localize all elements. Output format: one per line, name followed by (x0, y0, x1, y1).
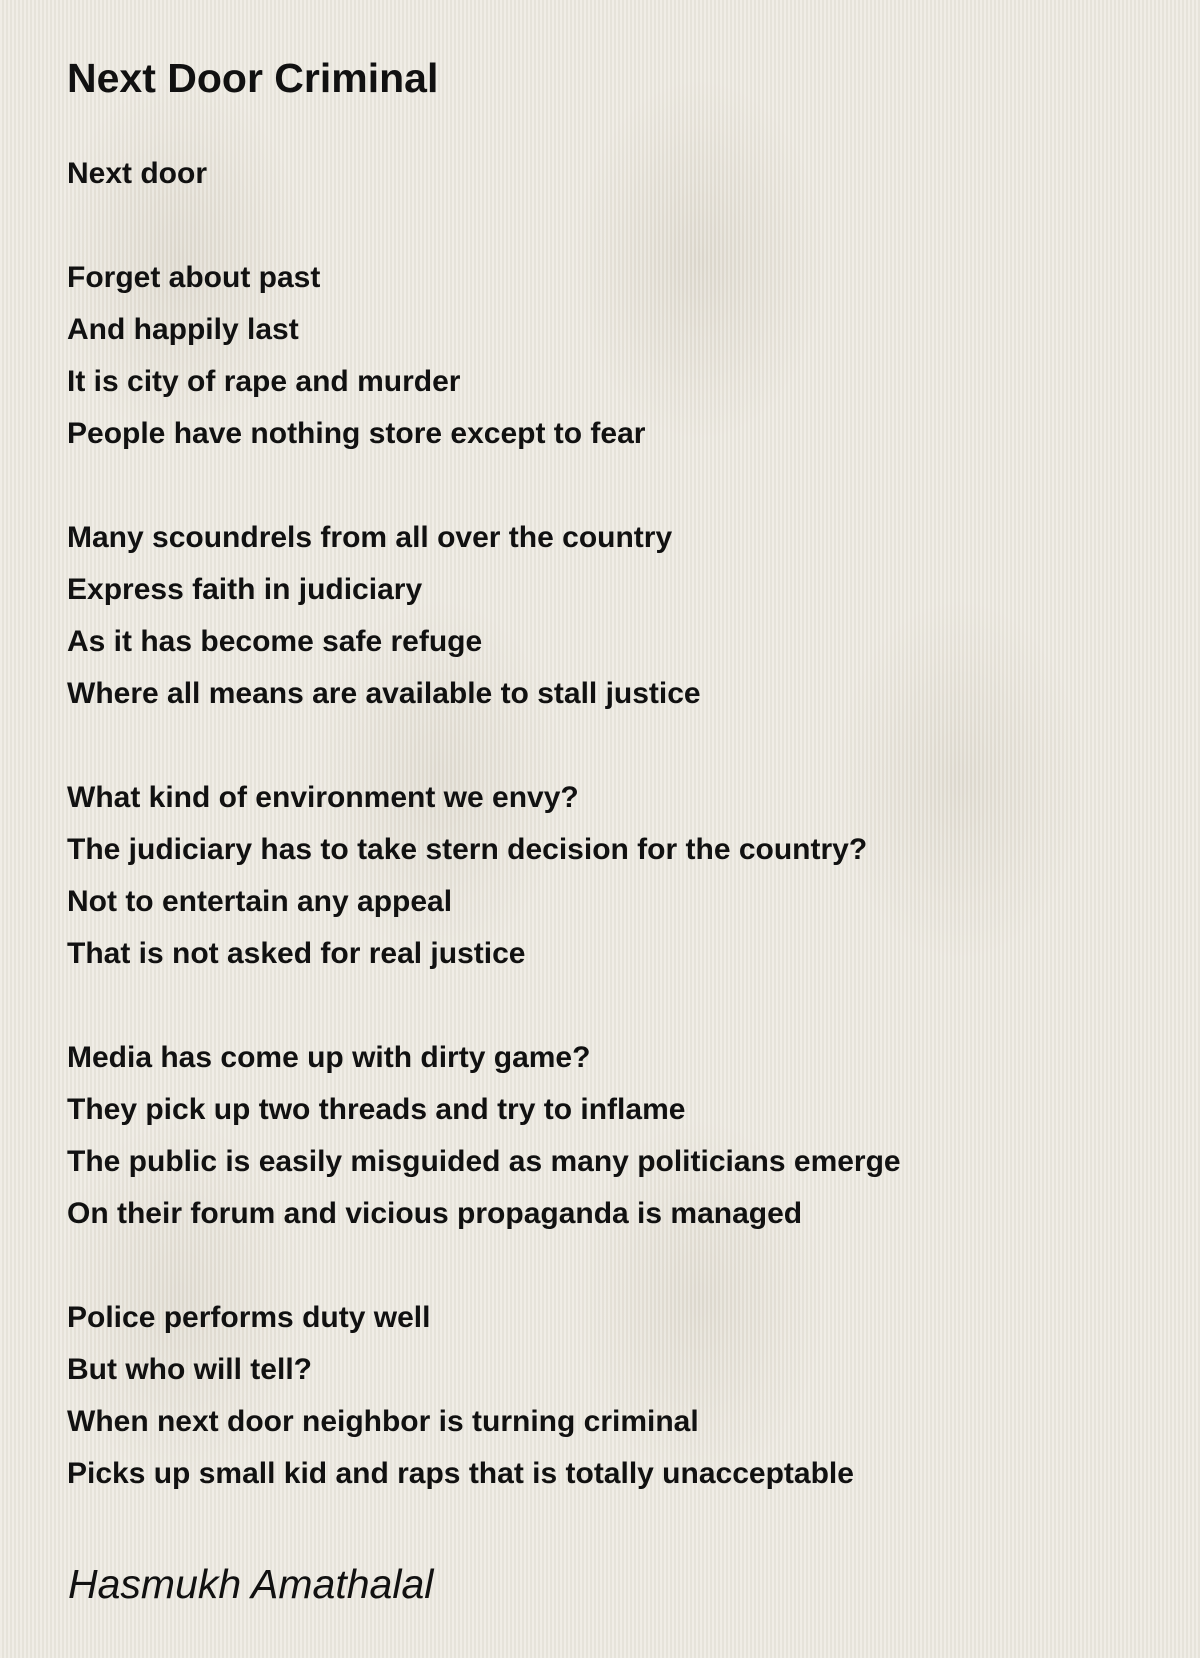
poem-line: As it has become safe refuge (67, 625, 483, 658)
stanza (67, 252, 1147, 460)
poem-line: Forget about past (67, 261, 321, 294)
stanza (67, 1292, 1147, 1500)
poem-line: Next door (67, 157, 208, 190)
poem-line: Express faith in judiciary (67, 573, 423, 606)
poem-line: Media has come up with dirty game? (67, 1041, 591, 1074)
poem-line: Not to entertain any appeal (67, 885, 453, 918)
poem-line: That is not asked for real justice (67, 937, 526, 970)
poem-body (67, 148, 1147, 1500)
poem-line: It is city of rape and murder (67, 365, 461, 398)
poem-line: But who will tell? (67, 1353, 312, 1386)
poem-line: Police performs duty well (67, 1301, 431, 1334)
poem-line: Where all means are available to stall justice (67, 677, 701, 710)
poem-line: What kind of environment we envy? (67, 781, 579, 814)
poem-line: And happily last (67, 313, 299, 346)
poem-title: Next Door Criminal (67, 55, 439, 101)
poem-line: On their forum and vicious propaganda is managed (67, 1197, 803, 1230)
poem-author: Hasmukh Amathalal (68, 1561, 434, 1607)
poem-line: They pick up two threads and try to inflame (67, 1093, 686, 1126)
stanza (67, 512, 1147, 720)
stanza (67, 772, 1147, 980)
poem-page (67, 50, 1147, 1500)
stanza (67, 148, 1147, 200)
poem-line: Picks up small kid and raps that is totally unacceptable (67, 1457, 854, 1490)
poem-line: When next door neighbor is turning criminal (67, 1405, 699, 1438)
poem-line: Many scoundrels from all over the country (67, 521, 673, 554)
poem-line: The public is easily misguided as many politicians emerge (67, 1145, 901, 1178)
poem-line: People have nothing store except to fear (67, 417, 646, 450)
stanza (67, 1032, 1147, 1240)
poem-line: The judiciary has to take stern decision for the country? (67, 833, 868, 866)
